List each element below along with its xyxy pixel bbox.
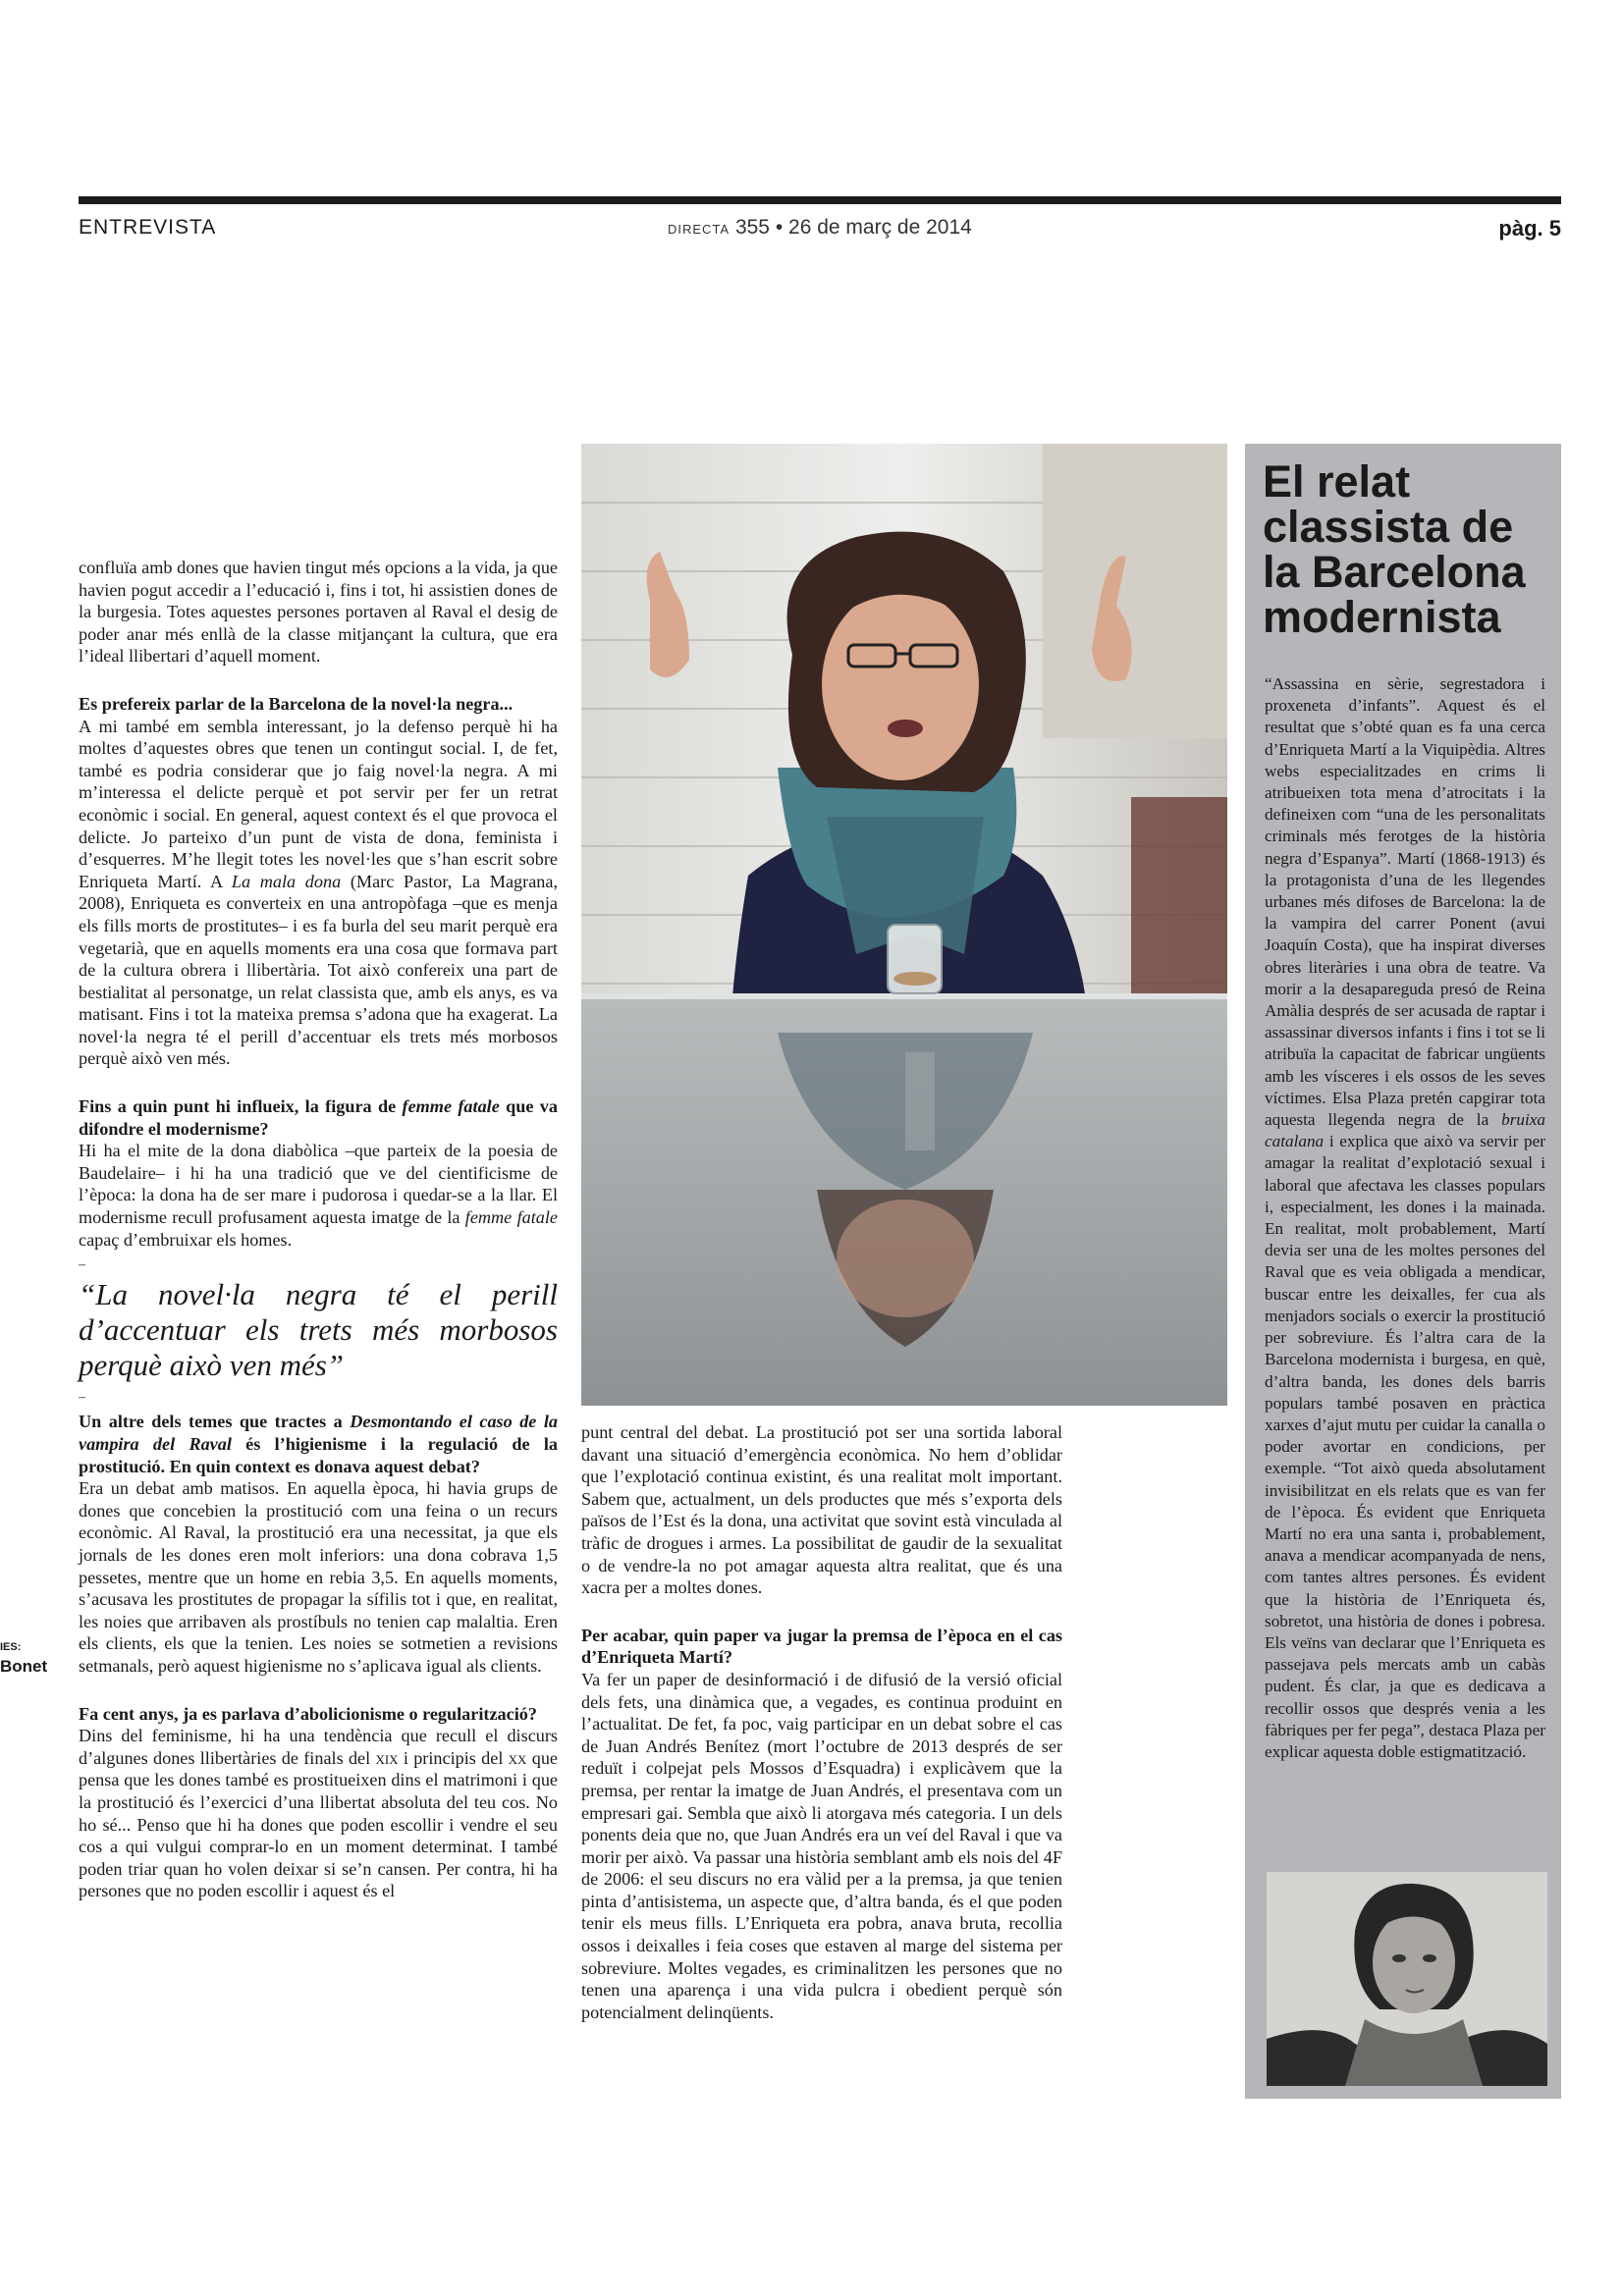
sidebar-body bbox=[1265, 673, 1545, 1763]
photo-credit bbox=[0, 1637, 47, 1677]
page-number: pàg. 5 bbox=[1498, 216, 1561, 240]
interview-question: Per acabar, quin paper va jugar la premsa de l’època en el cas d’Enriqueta Martí? bbox=[581, 1625, 1062, 1668]
paragraph: Va fer un paper de desinformació i de difusió de la versió oficial dels fets, una dinàmica que, a vegades, es continua produint en l’actualitat. De fet, fa poc, vaig participar en un debat sobre el cas de Juan Andrés Benítez (mort l’octubre de 2013 després de ser reduït i colpejat pels Mossos d’Esquadra) i explicàvem que la premsa, per rentar la imatge de Juan Andrés, el presentava com un empresari gai. Sembla que això li atorgava més categoria. I un dels ponents deia que no, que Juan Andrés era un veí del Raval i que va morir per això. Va passar una història semblant amb els nois del 4F de 2006: el seu discurs no era vàlid per a la premsa, ja que tenien pinta d’antisistema, un aspecte que, d’altra banda, és el que poden tenir els meus fills. L’Enriqueta era pobra, anava bruta, recollia ossos i deixalles i feia coses que estaven al marge del sistema per sobreviure. Moltes vegades, es criminalitzen les persones que no tenen una aparença i una vida pulcra i obedient perquè són potencialment delinqüents. bbox=[581, 1669, 1062, 2022]
article-column-1 bbox=[79, 557, 558, 1902]
sidebar-title: El relat classista de la Barcelona modernista bbox=[1263, 456, 1526, 642]
book-title: La mala dona bbox=[231, 871, 342, 891]
section-label: ENTREVISTA bbox=[79, 216, 217, 239]
interview-question: Un altre dels temes que tractes a Desmontando el caso de la vampira del Raval és l’higienisme i la regulació de la prostitució. En quin context es donava aquest debat? bbox=[79, 1412, 558, 1476]
sidebar-paragraph: “Assassina en sèrie, segrestadora i proxeneta d’infants”. Aquest és el resultat que s’obté quan es fa una cerca d’Enriqueta Martí a la Viquipèdia. Altres webs especialitzades en crims li atribueixen tota mena d’atrocitats i la defineixen com “una de les personalitats criminals més ferotges de la història negra d’Espanya”. Martí (1868-1913) és la protagonista d’una de les llegendes urbanes més difoses de Barcelona: la de la vampira del carrer Ponent (avui Joaquín Costa), que ha inspirat diverses obres literàries i una obra de teatre. Va morir a la desapareguda presó de Reina Amàlia després de ser acusada de raptar i assassinar diversos infants i fins i tot se li atribuïa la capacitat de fabricar ungüents amb les vísceres i els ossos de les seves víctimes. Elsa Plaza pretén capgirar tota aquesta llegenda negra de la bruixa catalana i explica que això va servir per amagar la realitat d’explotació sexual i laboral que afectava les classes populars i, especialment, les dones i la mainada. En realitat, molt probablement, Martí devia ser una de les moltes persones del Raval que es veia obligada a mendicar, buscar entre les deixalles, fer cua als menjadors socials o exercir la prostitució per sobreviure. És l’altra cara de la Barcelona modernista i burgesa, en què, d’altra banda, les dones dels barris populars també posaven en pràctica xarxes d’ajut mutu per cuidar la canalla o poder avortar en condicions, per exemple. “Tot això queda absolutament invisibilitzat en els relats que es van fer de l’època. És evident que Enriqueta Martí no era una santa i, probablement, anava a mendicar acompanyada de nens, com tantes altres persones. És evident que la història de l’Enriqueta és, sobretot, una història de dones i pobresa. Els veïns van declarar que l’Enriqueta es passejava pels mercats amb un cabàs pudent. És clar, ja que es dedicava a recollir ossos que després venia a les fàbriques per fer pega”, destaca Plaza per explicar aquesta doble estigmatització. bbox=[1265, 674, 1545, 1761]
photo-interviewee bbox=[581, 444, 1227, 1406]
pullquote-dash: – bbox=[79, 1257, 85, 1273]
issue-date: 355 • 26 de març de 2014 bbox=[734, 216, 972, 239]
pullquote-dash: – bbox=[79, 1389, 85, 1405]
book-title: Desmontando el caso de la vampira del Raval bbox=[79, 1412, 558, 1454]
issue-info bbox=[668, 216, 972, 240]
credit-label: IES: bbox=[0, 1641, 22, 1653]
portrait-image bbox=[1267, 1872, 1547, 2086]
article-column-2 bbox=[581, 1421, 1062, 2023]
paragraph: Hi ha el mite de la dona diabòlica –que parteix de la poesia de Baudelaire– i hi ha una tradició que ve del cientificisme de l’època: la dona ha de ser mare i pudorosa i quedar-se a la llar. El modernisme recull profusament aquesta imatge de la femme fatale capaç d’embruixar els homes. bbox=[79, 1141, 558, 1250]
paragraph: confluïa amb dones que havien tingut més opcions a la vida, ja que havien pogut accedir a l’educació i, fins i tot, hi assistien dones de la burgesia. Totes aquestes persones portaven al Raval el desig de poder anar més enllà de la classe mitjançant la cultura, que era l’ideal llibertari d’aquell moment. bbox=[79, 558, 558, 667]
sidebar-box bbox=[1245, 444, 1561, 2099]
interview-question: Fins a quin punt hi influeix, la figura de femme fatale que va difondre el modernisme? bbox=[79, 1096, 558, 1139]
interview-photo bbox=[581, 444, 1227, 1406]
paragraph: A mi també em sembla interessant, jo la defenso perquè hi ha moltes d’aquestes obres que tenen un contingut social. I, de fet, també es podria considerar que jo faig novel·la negra. A mi m’interessa el delicte perquè et pot servir per fer un retrat econòmic i social. En general, aquest context és el que provoca el delicte. Jo parteixo d’un punt de vista de dona, feminista i d’esquerres. M’he llegit totes les novel·les que s’han escrit sobre Enriqueta Martí. A La mala dona (Marc Pastor, La Magrana, 2008), Enriqueta es converteix en una antropòfaga –que es menja els fills morts de prostitutes– i es fa burla del seu marit perquè era vegetarià, que en aquells moments era una cosa que formava part de la cultura obrera i llibertària. Tot això confereix una part de bestialitat al personatge, un relat classista que, amb els anys, es va matisant. Fins i tot la mateixa premsa s’adona que ha exagerat. La novel·la negra té el perill d’accentuar els trets més morbosos perquè això ven més. bbox=[79, 716, 558, 1069]
credit-name: Bonet bbox=[0, 1657, 48, 1676]
enriqueta-marti-portrait bbox=[1267, 1872, 1547, 2086]
pull-quote: “La novel·la negra té el perill d’accentuar els trets més morbosos perquè això ven més” bbox=[79, 1276, 558, 1382]
paragraph: Dins del feminisme, hi ha una tendència que recull el discurs d’algunes dones llibertàries de finals del xix i principis del xx que pensa que les dones també es prostitueixen dins el matrimoni i que la prostitució és l’exercici d’una llibertat absoluta del teu cos. No ho sé... Penso que hi ha dones que poden escollir i vendre el seu cos a qui vulgui comprar-lo en un moment determinat. I també poden triar quan ho volen deixar si se’n cansen. Per contra, hi ha persones que no poden escollir i aquest és el bbox=[79, 1726, 559, 1901]
interview-question: Es prefereix parlar de la Barcelona de la novel·la negra... bbox=[79, 693, 514, 714]
header-rule bbox=[79, 196, 1561, 204]
paragraph: punt central del debat. La prostitució pot ser una sortida laboral davant una situació d’emergència econòmica. No hem d’oblidar que l’explotació continua existint, és una realitat molt important. Sabem que, actualment, un dels productes que més s’exporta dels països de l’Est és la dona, una activitat que sovint està vinculada al tràfic de drogues i armes. La possibilitat de gaudir de la sexualitat o de vendre-la no pot amagar aquesta altra realitat, que és una xacra per a moltes dones. bbox=[581, 1422, 1062, 1598]
publication-name: DIRECTA bbox=[668, 222, 730, 237]
interview-question: Fa cent anys, ja es parlava d’abolicionisme o regularització? bbox=[79, 1703, 537, 1724]
paragraph: Era un debat amb matisos. En aquella època, hi havia grups de dones que concebien la prostitució com una feina o un recurs econòmic. Al Raval, la prostitució era una necessitat, ja que els jornals de les dones eren molt inferiors: una dona cobrava 1,5 pessetes, mentre que un home en rebia 3,5. En aquells moments, s’acusava les prostitutes de propagar la sífilis tot i que, en realitat, les noies que arribaven als prostíbuls no tenien cap malaltia. Eren els clients, els que la tenien. Les noies se sotmetien a revisions setmanals, però aquest higienisme no s’aplicava igual als clients. bbox=[79, 1478, 558, 1676]
